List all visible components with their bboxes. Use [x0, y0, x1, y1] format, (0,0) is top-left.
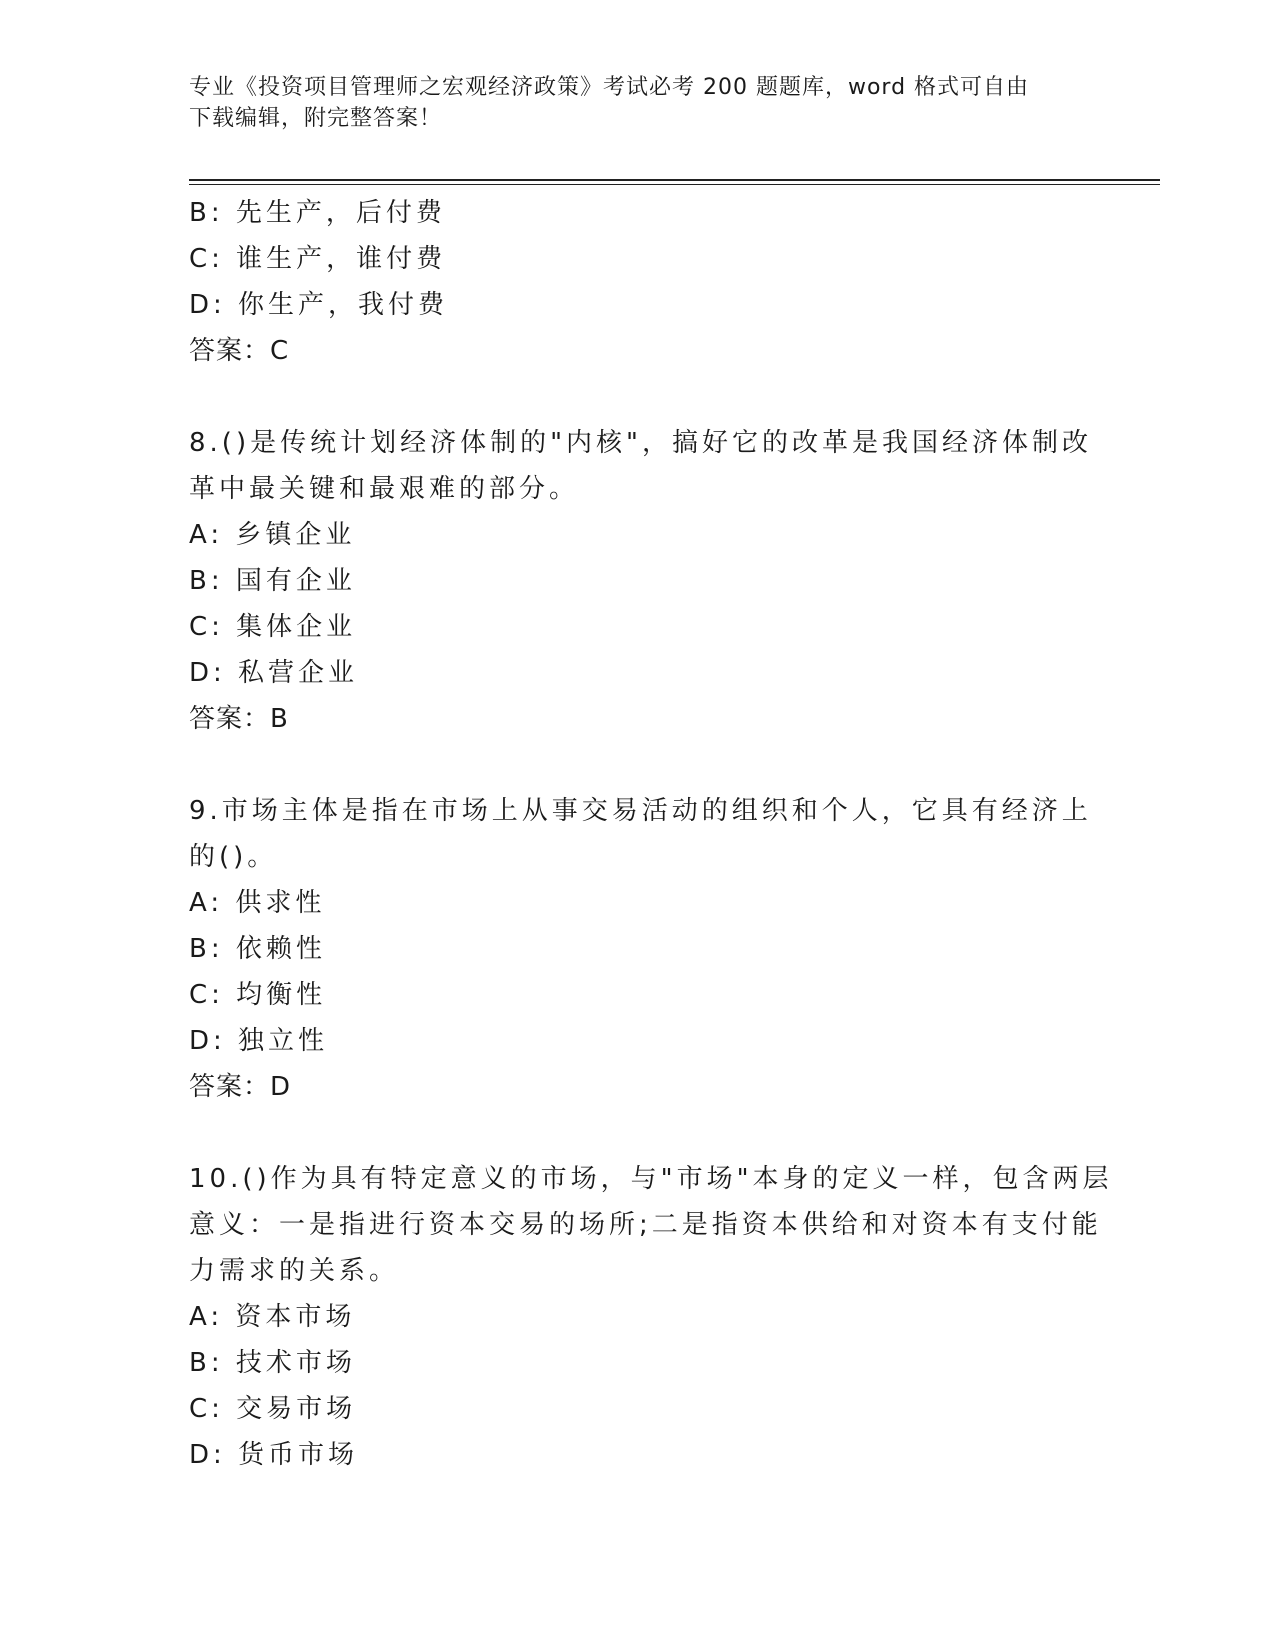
- question-text-line: 意义：一是指进行资本交易的场所;二是指资本供给和对资本有支付能: [189, 1210, 1102, 1240]
- option-c: C: 集体企业: [189, 612, 357, 642]
- question-7: [189, 190, 1089, 374]
- question-9: [189, 788, 1092, 1110]
- option-a: A: 乡镇企业: [189, 520, 356, 550]
- option-a: A: 供求性: [189, 888, 326, 918]
- answer: 答案：D: [189, 1072, 292, 1102]
- option-c: C: 均衡性: [189, 980, 327, 1010]
- option-b: B: 先生产，后付费: [189, 198, 446, 228]
- question-text-line: 的()。: [189, 842, 278, 872]
- option-b: B: 技术市场: [189, 1348, 356, 1378]
- header-line-1: 专业《投资项目管理师之宏观经济政策》考试必考 200 题题库，word 格式可自由: [189, 75, 1030, 100]
- question-text-line: 9.市场主体是指在市场上从事交易活动的组织和个人，它具有经济上: [189, 796, 1092, 826]
- answer: 答案：B: [189, 704, 289, 734]
- option-d: D: 货币市场: [189, 1440, 359, 1470]
- question-text-line: 10.()作为具有特定意义的市场，与"市场"本身的定义一样，包含两层: [189, 1164, 1113, 1194]
- question-text-line: 8.()是传统计划经济体制的"内核"，搞好它的改革是我国经济体制改: [189, 428, 1093, 458]
- option-a: A: 资本市场: [189, 1302, 356, 1332]
- option-b: B: 国有企业: [189, 566, 356, 596]
- question-content: [189, 190, 1113, 1478]
- option-d: D: 你生产，我付费: [189, 290, 449, 320]
- option-d: D: 独立性: [189, 1026, 329, 1056]
- document-header: [189, 72, 1089, 134]
- question-text-line: 革中最关键和最艰难的部分。: [189, 474, 580, 504]
- option-d: D: 私营企业: [189, 658, 359, 688]
- header-divider: [189, 179, 1160, 181]
- option-b: B: 依赖性: [189, 934, 326, 964]
- question-8: [189, 420, 1093, 742]
- option-c: C: 谁生产，谁付费: [189, 244, 447, 274]
- header-divider-thin: [189, 184, 1160, 185]
- option-c: C: 交易市场: [189, 1394, 357, 1424]
- question-10: [189, 1156, 1113, 1478]
- answer: 答案：C: [189, 336, 290, 366]
- header-line-2: 下载编辑，附完整答案！: [189, 106, 443, 131]
- question-text-line: 力需求的关系。: [189, 1256, 400, 1286]
